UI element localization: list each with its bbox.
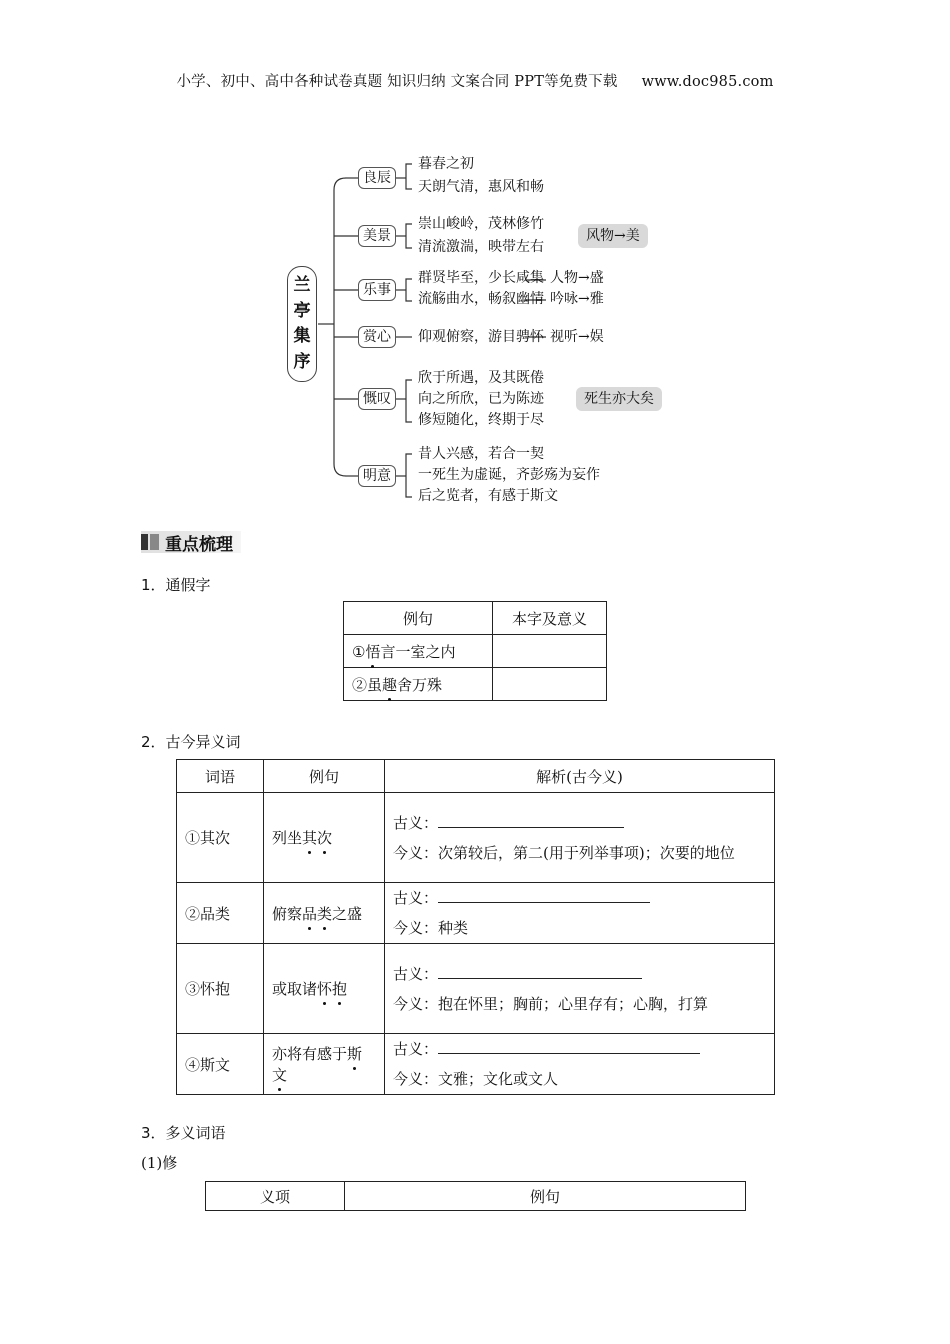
s2-title: 2．古今异义词 [141, 733, 241, 751]
s2-header-example: 例句 [264, 760, 385, 793]
note-shangxin: 视听→娱 [550, 329, 604, 345]
table-row [177, 793, 775, 883]
s1-header-meaning: 本字及意义 [493, 602, 607, 635]
answer-blank[interactable] [438, 811, 624, 828]
branch-meijing-text: 崇山峻岭，茂林修竹 清流激湍，映带左右 [418, 216, 544, 255]
s3-header-example: 例句 [345, 1182, 746, 1211]
header-text: 小学、初中、高中各种试卷真题 知识归纳 文案合同 PPT等免费下载 [176, 74, 618, 90]
answer-blank[interactable] [438, 886, 650, 903]
node-mingyi: 明意 [358, 465, 396, 487]
s2-example: 俯察品类之盛 [264, 883, 385, 944]
s2-analysis: 古义： 今义：文雅；文化或文人 [385, 1034, 775, 1095]
branch-leshi-text: 群贤毕至，少长咸集 流觞曲水，畅叙幽情 [418, 270, 544, 307]
title-char: 兰 [293, 275, 311, 296]
s3-header-sense: 义项 [206, 1182, 345, 1211]
table-row [177, 1034, 775, 1095]
s1-example: ①悟言一室之内 [344, 635, 493, 668]
s2-analysis: 古义： 今义：抱在怀里；胸前；心里存有；心胸，打算 [385, 944, 775, 1034]
s2-example: 亦将有感于斯文 [264, 1034, 385, 1095]
table-row [177, 883, 775, 944]
node-liangchen: 良辰 [358, 167, 396, 189]
s2-analysis: 古义： 今义：种类 [385, 883, 775, 944]
s1-title: 1．通假字 [141, 576, 211, 594]
title-char: 序 [293, 351, 311, 372]
node-shangxin: 赏心 [358, 326, 396, 348]
s3-table [205, 1181, 746, 1211]
mindmap-title [287, 266, 317, 382]
s3-subtitle: (1)修 [141, 1154, 178, 1172]
s1-answer-cell[interactable] [493, 635, 607, 668]
note-meijing: 风物→美 [578, 224, 648, 248]
heading-marker-icon [150, 534, 159, 550]
s2-table [176, 759, 775, 1095]
table-row [344, 635, 607, 668]
table-row [177, 944, 775, 1034]
header-site: www.doc985.com [641, 74, 774, 90]
s1-table [343, 601, 607, 701]
section-heading [141, 531, 241, 553]
branch-liangchen-text: 暮春之初 天朗气清，惠风和畅 [418, 156, 544, 195]
branch-mingyi-text: 昔人兴感，若合一契 一死生为虚诞，齐彭殇为妄作 后之览者，有感于斯文 [418, 446, 600, 504]
s1-header-example: 例句 [344, 602, 493, 635]
answer-blank[interactable] [438, 1037, 700, 1054]
node-leshi: 乐事 [358, 279, 396, 301]
heading-marker-icon [141, 534, 148, 550]
s1-example: ②虽趣舍万殊 [344, 668, 493, 701]
mindmap-connectors [0, 0, 950, 520]
s2-header-analysis: 解析(古今义) [385, 760, 775, 793]
branch-kaitan-text: 欣于所遇，及其既倦 向之所欣，已为陈迹 修短随化，终期于尽 [418, 370, 544, 428]
s3-title: 3．多义词语 [141, 1124, 226, 1142]
branch-shangxin-text: 仰观俯察，游目骋怀 [418, 329, 544, 345]
title-char: 集 [293, 326, 311, 347]
node-meijing: 美景 [358, 225, 396, 247]
section-title: 重点梳理 [165, 534, 233, 555]
s2-example: 列坐其次 [264, 793, 385, 883]
answer-blank[interactable] [438, 962, 642, 979]
s2-word: ④斯文 [177, 1034, 264, 1095]
s2-example: 或取诸怀抱 [264, 944, 385, 1034]
s2-header-word: 词语 [177, 760, 264, 793]
table-row [344, 668, 607, 701]
title-char: 亭 [293, 300, 311, 321]
node-kaitan: 慨叹 [358, 388, 396, 410]
note-leshi: 人物→盛 吟咏→雅 [550, 270, 604, 307]
s2-word: ③怀抱 [177, 944, 264, 1034]
s2-analysis: 古义： 今义：次第较后，第二(用于列举事项)；次要的地位 [385, 793, 775, 883]
s2-word: ②品类 [177, 883, 264, 944]
note-kaitan: 死生亦大矣 [576, 387, 662, 411]
s2-word: ①其次 [177, 793, 264, 883]
s1-answer-cell[interactable] [493, 668, 607, 701]
